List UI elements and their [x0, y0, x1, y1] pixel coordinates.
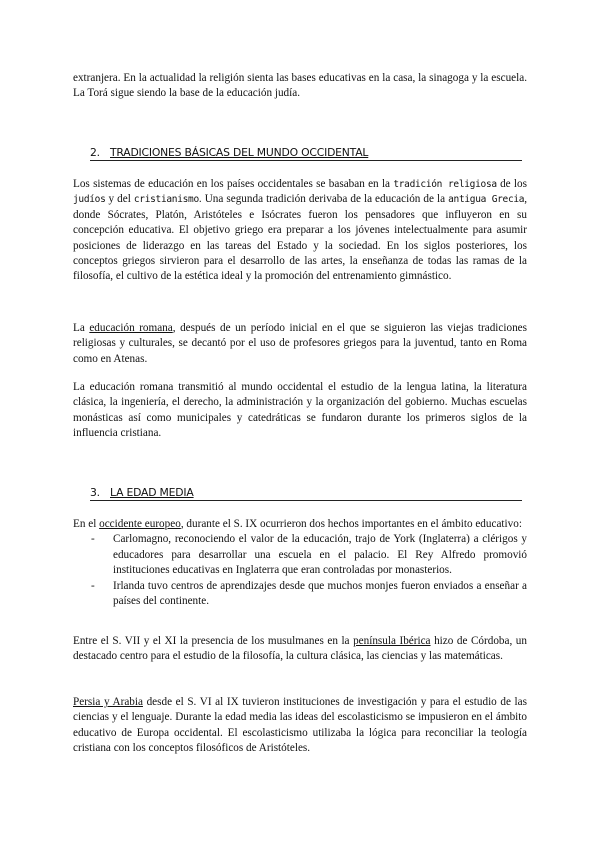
section-2-title: TRADICIONES BÁSICAS DEL MUNDO OCCIDENTAL [110, 146, 369, 159]
section-3-heading [90, 486, 522, 501]
text-run: . Una segunda tradición derivaba de la educación de la [198, 193, 449, 206]
text-run: La [73, 322, 90, 334]
text-run: En el [73, 518, 100, 530]
list-item: - Irlanda tuvo centros de aprendizajes desde que muchos monjes fueron enviados a enseñar a países del continente. [113, 579, 527, 610]
section-2-paragraph-2 [73, 321, 527, 367]
text-run: y del [105, 193, 134, 206]
link-persia-y-arabia[interactable]: Persia y Arabia [73, 696, 143, 708]
section-2-p3-text: La educación romana transmitió al mundo occidental el estudio de la lengua latina, la literatura clásica, la ingeniería, el derecho, la administración y la organización del gobierno. Muchas escuelas monásticas así como municipales y catedráticas se fundaron durante los primeros siglos de la influencia cristiana. [73, 381, 527, 440]
handwritten-highlight: antigua Grecia [448, 194, 525, 206]
text-run: , donde Sócrates, Platón, Aristóteles e Isócrates fueron los pensadores que influyeron en su concepción educativa. El objetivo griego era preparar a los jóvenes intelectualmente para asumir posiciones de liderazgo en las tareas del Estado y la sociedad. En los siglos posteriores, los conceptos griegos sirvieron para el desarrollo de las artes, la enseñanza de todas las ramas de la filosofía, el cultivo de la estética ideal y la promoción del entrenamiento gimnástico. [73, 193, 528, 283]
text-run: , después de un período inicial en el que se siguieron las viejas tradiciones religiosas y culturales, se decantó por el uso de profesores griegos para la juventud, tanto en Roma como en Atenas. [73, 322, 527, 365]
link-educacion-romana[interactable]: educación romana [89, 322, 173, 334]
section-2-heading [90, 146, 522, 161]
text-run: Entre el S. VII y el XI la presencia de los musulmanes en la [73, 635, 354, 647]
section-3-paragraph-1 [73, 517, 527, 609]
text-run: Los sistemas de educación en los países occidentales se basaban en la [73, 178, 394, 190]
handwritten-highlight: judíos [73, 194, 106, 206]
section-2-paragraph-3 [73, 380, 527, 442]
link-peninsula-iberica[interactable]: península Ibérica [353, 635, 431, 647]
section-2-paragraph-1 [73, 177, 527, 285]
intro-paragraph [73, 71, 527, 102]
section-3-paragraph-2 [73, 634, 527, 665]
handwritten-highlight: cristianismo [133, 194, 199, 206]
section-3-paragraph-3 [73, 695, 527, 757]
list-item: - Carlomagno, reconociendo el valor de la educación, trajo de York (Inglaterra) a clérigos y educadores para desarrollar una escuela en el palacio. El Rey Alfredo promovió instituciones educativas en Inglaterra que eran controladas por monasterios. [113, 532, 527, 578]
text-run: de los [496, 178, 527, 190]
text-run: desde el S. VI al IX tuvieron instituciones de investigación y para el estudio de las ciencias y el lenguaje. Durante la edad media las ideas del escolasticismo se impusieron en el ámbito educativo de Europa occidental. El escolasticismo utilizaba la lógica para reconciliar la teología cristiana con los conceptos filosóficos de Aristóteles. [73, 696, 527, 755]
text-run: hizo de Córdoba, un destacado centro para el estudio de la filosofía, la cultura clásica, las ciencias y las matemáticas. [73, 635, 527, 663]
handwritten-highlight: tradición religiosa [393, 179, 497, 190]
intro-text: extranjera. En la actualidad la religión sienta las bases educativas en la casa, la sinagoga y la escuela. La Torá sigue siendo la base de la educación judía. [73, 72, 527, 100]
link-occidente-europeo[interactable]: occidente europeo [99, 518, 181, 530]
text-run: , durante el S. IX ocurrieron dos hechos importantes en el ámbito educativo: [180, 518, 522, 530]
section-3-number: 3. [90, 486, 100, 499]
section-3-title: LA EDAD MEDIA [110, 486, 194, 499]
section-2-number: 2. [90, 146, 100, 159]
section-3-bullet-list [73, 532, 527, 609]
